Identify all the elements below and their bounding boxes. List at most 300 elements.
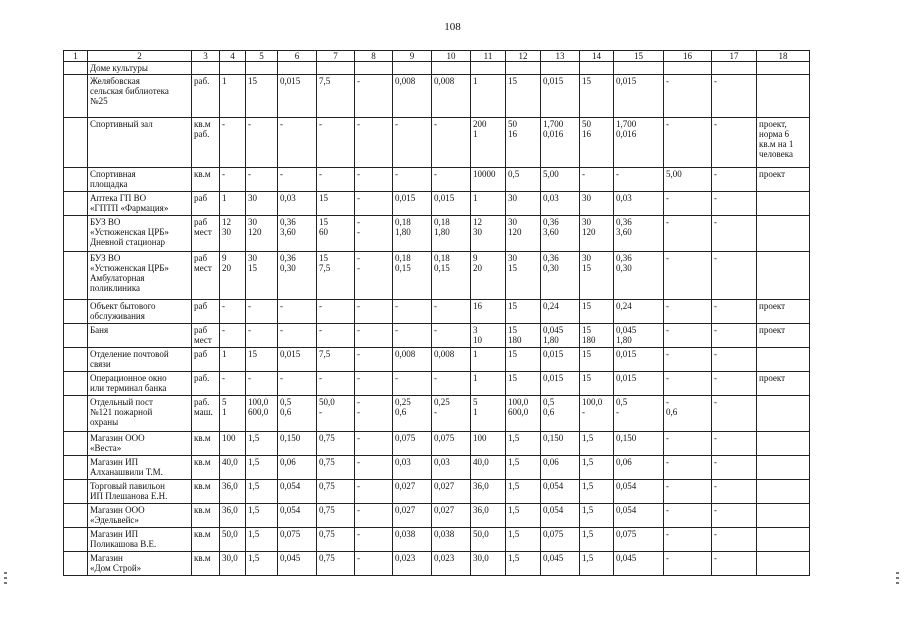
table-cell: - [355,348,393,372]
table-cell: - [355,75,393,118]
table-cell: 30 15 [246,252,278,300]
table-cell: - [432,372,471,396]
table-cell: 1,700 0,016 [541,118,580,168]
table-cell: 15 [506,75,541,118]
table-cell: проект [757,168,810,192]
table-cell: кв.м [192,504,220,528]
table-cell: 0,24 [541,300,580,324]
table-cell: 0,150 [541,432,580,456]
table-cell: - [278,324,317,348]
table-cell: Магазин ИП Поликашова В.Е. [88,528,192,552]
table-cell: 0,015 [614,75,664,118]
table-cell: - [278,372,317,396]
table-cell: - [355,552,393,576]
table-cell: 0,015 [614,372,664,396]
table-cell: - [220,118,246,168]
table-cell: 15 [580,75,614,118]
table-cell [664,62,712,75]
table-cell: 36,0 [220,480,246,504]
table-cell: - [355,168,393,192]
table-row [64,552,810,576]
table-cell: проект [757,300,810,324]
table-cell: 0,015 [541,348,580,372]
table-cell [64,216,88,252]
facilities-table [63,50,810,576]
table-cell: 15 180 [580,324,614,348]
table-cell: - [664,118,712,168]
table-cell [64,456,88,480]
table-cell: 0,045 1,80 [614,324,664,348]
table-cell: раб [192,300,220,324]
table-cell [757,348,810,372]
column-header: 4 [220,51,246,62]
table-cell: 1,5 [506,552,541,576]
table-cell: 9 20 [471,252,506,300]
table-cell: - [278,300,317,324]
table-cell: - [712,216,757,252]
table-cell [757,432,810,456]
table-cell: 0,008 [432,348,471,372]
table-cell: Отдельный пост №121 пожарной охраны [88,396,192,432]
table-cell: - [432,300,471,324]
table-cell: БУЗ ВО «Устюженская ЦРБ» Амбулаторная поликлиника [88,252,192,300]
column-header: 14 [580,51,614,62]
table-cell: - [317,372,355,396]
table-cell: 15 180 [506,324,541,348]
table-cell: 0,027 [393,504,432,528]
table-cell: Магазин «Дом Строй» [88,552,192,576]
table-cell: 0,36 3,60 [278,216,317,252]
table-row [64,480,810,504]
table-cell: - [220,168,246,192]
table-cell: - [664,456,712,480]
table-cell: - [664,504,712,528]
table-cell: 200 1 [471,118,506,168]
table-cell [64,372,88,396]
table-cell [757,480,810,504]
table-cell [64,552,88,576]
table-cell: 0,75 [317,480,355,504]
table-cell: - [712,348,757,372]
table-cell: 0,075 [541,528,580,552]
table-cell: - [664,75,712,118]
table-cell [757,552,810,576]
table-cell [64,62,88,75]
table-cell: 50,0 [220,528,246,552]
table-cell: 0,054 [541,504,580,528]
table-cell: - [246,372,278,396]
table-cell: 1 [220,75,246,118]
table-cell: 0,36 0,30 [278,252,317,300]
table-cell [64,324,88,348]
table-cell: 30 120 [506,216,541,252]
column-header: 2 [88,51,192,62]
table-cell: 0,03 [432,456,471,480]
table-cell: 30 120 [246,216,278,252]
table-cell [757,504,810,528]
table-cell: 30 [246,192,278,216]
table-cell: 7,5 [317,348,355,372]
table-cell: 0,03 [614,192,664,216]
table-cell: - [712,192,757,216]
column-header: 13 [541,51,580,62]
table-cell [64,252,88,300]
table-cell: 0,75 [317,504,355,528]
table-cell: - [664,372,712,396]
left-margin-mark [4,572,7,592]
column-header: 1 [64,51,88,62]
table-cell: 0,045 [278,552,317,576]
table-cell: - [664,348,712,372]
table-cell: 0,075 [393,432,432,456]
table-cell: 15 [580,348,614,372]
table-cell [317,62,355,75]
table-cell: - [712,432,757,456]
table-cell [192,62,220,75]
table-cell: 7,5 [317,75,355,118]
table-row [64,168,810,192]
table-cell: Желябовская сельская библиотека №25 [88,75,192,118]
table-cell: раб [192,192,220,216]
table-cell [471,62,506,75]
table-cell: 30 15 [506,252,541,300]
table-cell [64,432,88,456]
table-cell: 0,038 [432,528,471,552]
table-cell: - [393,300,432,324]
table-cell: 0,36 3,60 [541,216,580,252]
table-cell: 0,06 [614,456,664,480]
table-cell [64,300,88,324]
table-cell: - [355,480,393,504]
table-cell: 9 20 [220,252,246,300]
table-cell: 1,5 [506,528,541,552]
table-cell: 30 [580,192,614,216]
table-cell: БУЗ ВО «Устюженская ЦРБ» Дневной стационар [88,216,192,252]
table-cell: - [355,118,393,168]
table-cell: Магазин ООО «Эдельвейс» [88,504,192,528]
table-cell: 1,5 [246,552,278,576]
table-cell: Отделение почтовой связи [88,348,192,372]
table-cell: 36,0 [471,504,506,528]
table-cell: 0,25 0,6 [393,396,432,432]
table-cell: - [664,480,712,504]
table-cell: 100 [471,432,506,456]
table-cell: раб. [192,75,220,118]
table-cell: 0,015 [278,348,317,372]
table-row [64,192,810,216]
table-cell: 0,18 0,15 [393,252,432,300]
table-cell [757,252,810,300]
table-cell: 0,5 0,6 [278,396,317,432]
table-cell [432,62,471,75]
table-cell: раб мест [192,216,220,252]
table-cell: 0,36 0,30 [614,252,664,300]
table-cell: 36,0 [220,504,246,528]
table-cell [614,62,664,75]
table-cell: - [355,504,393,528]
table-cell: - [220,372,246,396]
table-cell [757,216,810,252]
table-cell: 0,008 [432,75,471,118]
table-cell: 15 [246,348,278,372]
table-cell: 1,5 [580,456,614,480]
table-cell: 1,5 [580,528,614,552]
table-cell: - [246,168,278,192]
table-cell: - [614,168,664,192]
table-row [64,504,810,528]
table-cell: 15 [506,348,541,372]
column-header: 12 [506,51,541,62]
table-cell: 1,5 [580,552,614,576]
table-cell: 0,054 [541,480,580,504]
table-cell: Торговый павильон ИП Плешанова Е.Н. [88,480,192,504]
table-cell: - - [355,252,393,300]
table-cell: 1 [471,372,506,396]
table-cell: 0,054 [614,480,664,504]
table-cell: 0,03 [541,192,580,216]
table-cell: 0,150 [614,432,664,456]
table-cell: - [580,168,614,192]
table-cell [580,62,614,75]
table-cell: - [712,372,757,396]
table-cell: - [664,528,712,552]
table-cell: 100,0 600,0 [506,396,541,432]
table-row [64,252,810,300]
table-cell: 0,045 1,80 [541,324,580,348]
table-body [64,51,810,576]
table-cell [757,396,810,432]
table-cell: 1 [471,348,506,372]
table-cell: - [664,252,712,300]
table-cell: Магазин ООО «Веста» [88,432,192,456]
table-cell: - [355,528,393,552]
column-header: 6 [278,51,317,62]
table-row [64,300,810,324]
table-cell [64,75,88,118]
table-cell: 1,5 [246,504,278,528]
table-cell: 100,0 600,0 [246,396,278,432]
table-cell: 0,36 0,30 [541,252,580,300]
table-cell: - [664,192,712,216]
table-cell: Баня [88,324,192,348]
table-cell: 1 [220,192,246,216]
table-cell [757,75,810,118]
table-cell: - [246,300,278,324]
table-cell: 0,18 1,80 [432,216,471,252]
table-cell: 0,150 [278,432,317,456]
table-cell: Магазин ИП Алханашвили Т.М. [88,456,192,480]
table-cell [64,528,88,552]
table-cell: 0,015 [432,192,471,216]
table-cell: 15 [506,372,541,396]
table-cell: кв.м [192,168,220,192]
table-cell [757,456,810,480]
table-cell: - [664,324,712,348]
table-cell: 0,038 [393,528,432,552]
table-cell: - [664,216,712,252]
table-cell [64,504,88,528]
table-cell: 1 [471,75,506,118]
table-cell: 30,0 [471,552,506,576]
page-number: 108 [444,21,461,33]
table-cell: 0,015 [393,192,432,216]
table-cell: 1,5 [506,432,541,456]
table-cell: 10000 [471,168,506,192]
table-cell: кв.м раб. [192,118,220,168]
table-cell: - [664,300,712,324]
table-cell: - [278,118,317,168]
table-cell: - [355,432,393,456]
table-cell: - [317,168,355,192]
table-cell: 0,075 [432,432,471,456]
table-cell: 50,0 - [317,396,355,432]
table-cell: 0,075 [278,528,317,552]
table-row [64,396,810,432]
table-cell: раб. маш. [192,396,220,432]
table-cell: - [355,324,393,348]
table-cell: 0,5 0,6 [541,396,580,432]
table-row [64,62,810,75]
table-cell: 1,5 [580,504,614,528]
table-cell: 50 16 [506,118,541,168]
table-cell: 0,075 [614,528,664,552]
table-cell: 40,0 [471,456,506,480]
table-cell: - [712,118,757,168]
table-row [64,432,810,456]
table-cell [64,192,88,216]
table-cell [64,480,88,504]
table-cell: 1 [220,348,246,372]
header-row [64,51,810,62]
table-cell: - 0,6 [664,396,712,432]
table-cell: 100 [220,432,246,456]
table-cell: проект [757,324,810,348]
table-cell: Спортивная площадка [88,168,192,192]
table-cell: - [246,324,278,348]
table-cell [64,396,88,432]
table-cell [220,62,246,75]
table-cell: 36,0 [471,480,506,504]
table-cell: 0,18 0,15 [432,252,471,300]
table-cell: 0,75 [317,552,355,576]
column-header: 7 [317,51,355,62]
table-cell: - - [355,216,393,252]
table-cell: 1,5 [580,480,614,504]
table-cell: - [712,75,757,118]
table-cell: - [393,372,432,396]
table-cell: 0,25 - [432,396,471,432]
table-cell: - [278,168,317,192]
table-row [64,75,810,118]
table-cell: - [712,324,757,348]
table-cell [712,62,757,75]
table-cell: раб [192,348,220,372]
column-header: 17 [712,51,757,62]
table-cell: - - [355,396,393,432]
table-cell: 1,5 [246,432,278,456]
table-cell: 30 15 [580,252,614,300]
table-cell: кв.м [192,552,220,576]
table-cell: - [712,456,757,480]
table-cell: 0,5 [506,168,541,192]
table-cell: 0,045 [614,552,664,576]
table-cell: - [712,252,757,300]
table-cell: 1,5 [506,456,541,480]
table-cell: 0,008 [393,75,432,118]
table-cell [506,62,541,75]
table-cell: - [355,192,393,216]
table-cell [278,62,317,75]
table-cell: 0,24 [614,300,664,324]
table-cell: 1,5 [246,528,278,552]
table-cell [757,62,810,75]
table-cell: 12 30 [220,216,246,252]
table-cell [355,62,393,75]
table-cell: 16 [471,300,506,324]
table-cell: Аптека ГП ВО «ГПТП «Фармация» [88,192,192,216]
table-cell: 30 120 [580,216,614,252]
column-header: 9 [393,51,432,62]
table-cell: раб мест [192,252,220,300]
table-cell: - [664,552,712,576]
table-row [64,456,810,480]
table-cell: 0,015 [541,372,580,396]
table-cell: - [712,168,757,192]
table-cell: - [317,300,355,324]
table-cell: - [393,324,432,348]
table-cell: 15 [580,372,614,396]
table-cell: 0,015 [278,75,317,118]
table-cell: - [432,168,471,192]
table-cell: - [246,118,278,168]
column-header: 5 [246,51,278,62]
table-cell: 0,054 [614,504,664,528]
table-cell: 0,054 [278,480,317,504]
table-cell: 1,5 [506,480,541,504]
table-cell: Спортивный зал [88,118,192,168]
table-cell: раб мест [192,324,220,348]
table-cell: 50 16 [580,118,614,168]
table-row [64,216,810,252]
table-cell: 1,5 [580,432,614,456]
right-margin-mark [896,572,899,592]
table-cell: 0,75 [317,432,355,456]
table-cell: 0,027 [432,504,471,528]
table-cell: - [712,552,757,576]
table-cell: 5,00 [664,168,712,192]
table-cell: - [355,372,393,396]
table-cell: кв.м [192,480,220,504]
column-header: 18 [757,51,810,62]
table-cell: 0,023 [432,552,471,576]
table-cell: 0,06 [278,456,317,480]
table-cell: 0,008 [393,348,432,372]
table-cell: - [664,432,712,456]
table-cell: - [712,528,757,552]
table-cell: проект [757,372,810,396]
table-cell: 0,045 [541,552,580,576]
table-cell: - [432,118,471,168]
column-header: 8 [355,51,393,62]
table-cell: проект, норма 6 кв.м на 1 человека [757,118,810,168]
table-cell [393,62,432,75]
table-cell: Объект бытового обслуживания [88,300,192,324]
table-cell: 40,0 [220,456,246,480]
table-cell: 0,75 [317,456,355,480]
table-cell: - [220,300,246,324]
table-cell: 1 [471,192,506,216]
table-cell: 0,023 [393,552,432,576]
